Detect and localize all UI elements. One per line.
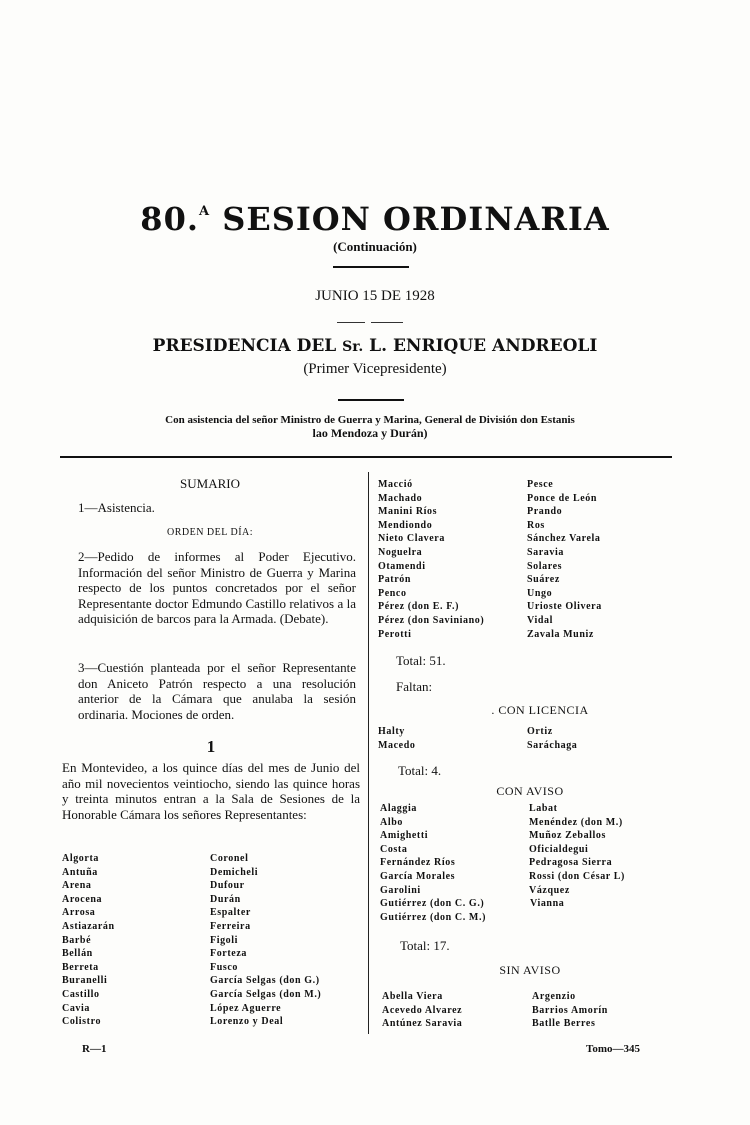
total-present: Total: 51. — [396, 653, 446, 668]
list-item: Durán — [210, 893, 241, 905]
list-item: Amighetti — [380, 830, 429, 842]
list-item: Figoli — [210, 934, 239, 946]
list-item: Cavia — [62, 1002, 90, 1014]
list-item: Acevedo Alvarez — [382, 1004, 463, 1016]
list-item: Vidal — [527, 614, 553, 626]
list-item: García Morales — [380, 870, 456, 882]
list-item: Fernández Ríos — [380, 857, 456, 869]
list-item: Patrón — [378, 574, 412, 586]
list-item: Algorta — [62, 853, 99, 864]
list-item: Gutiérrez (don C. M.) — [380, 911, 487, 923]
list-item: Macció — [378, 479, 413, 490]
list-item: Otamendi — [378, 560, 426, 572]
list-item: Manini Ríos — [378, 506, 438, 518]
list-item: Solares — [527, 560, 563, 572]
summary-title: SUMARIO — [180, 476, 240, 491]
list-item: Menéndez (don M.) — [529, 816, 623, 828]
session-subtitle: (Continuación) — [333, 239, 417, 254]
sin-aviso-list-a — [382, 990, 462, 1031]
footer-right: Tomo—345 — [586, 1043, 640, 1055]
list-item: Mendiondo — [378, 519, 433, 531]
list-item: Demicheli — [210, 866, 259, 878]
con-aviso-list-a — [380, 802, 486, 924]
sin-aviso-title: SIN AVISO — [499, 963, 561, 977]
con-aviso-title: CON AVISO — [496, 784, 564, 798]
attendance-note — [60, 414, 680, 440]
list-item: Coronel — [210, 853, 249, 864]
list-item: Abella Viera — [382, 991, 443, 1002]
attendance-line-1: Con asistencia del señor Ministro de Guerra y Marina, General de División don Estanis — [165, 414, 575, 426]
opening-paragraph: En Montevideo, a los quince días del mes de Junio del año mil novecientos veintiocho, siendo las quince horas y treinta minutos entran a la Sala de Sesiones de la Honorable Cámara los señores Representantes: — [62, 760, 360, 822]
list-item: Albo — [380, 816, 403, 828]
list-item: Costa — [380, 843, 408, 855]
list-item: Argenzio — [532, 991, 576, 1002]
list-item: Zavala Muniz — [527, 628, 594, 640]
session-title: 80.$^A$ SESION ORDINARIA — [140, 200, 610, 238]
faltan-label: Faltan: — [396, 679, 433, 694]
column-divider — [368, 472, 369, 1034]
footer-left: R—1 — [82, 1043, 107, 1055]
summary-item-1: 1—Asistencia. — [78, 500, 155, 515]
vicepresident-note: (Primer Vicepresidente) — [303, 361, 447, 377]
list-item: Ferreira — [210, 920, 251, 932]
list-item: Arocena — [62, 893, 103, 905]
list-item: Labat — [529, 803, 558, 814]
list-item: Perotti — [378, 628, 412, 640]
header-divider — [60, 456, 672, 458]
summary-item-3: 3—Cuestión planteada por el señor Representante don Aniceto Patrón respecto a una resolución anterior de la Cámara que anulaba la sesión ordinaria. Mociones de orden. — [78, 660, 356, 722]
con-aviso-list-b-tail — [530, 897, 564, 911]
section-number: 1 — [206, 737, 216, 756]
present-list-left-b — [210, 852, 321, 1029]
list-item: Ros — [527, 519, 545, 531]
list-item: Ortiz — [527, 726, 553, 737]
present-list-right-a — [378, 478, 484, 641]
list-item: Antuña — [62, 866, 98, 878]
presidency-rule — [338, 399, 404, 401]
title-rule — [333, 266, 409, 268]
list-item: Prando — [527, 506, 563, 518]
list-item: Espalter — [210, 907, 251, 919]
list-item: Berreta — [62, 961, 99, 973]
list-item: Saravia — [527, 546, 564, 558]
con-licencia-title: . CON LICENCIA — [491, 703, 589, 717]
list-item: Garolini — [380, 884, 421, 896]
list-item: García Selgas (don G.) — [210, 975, 320, 987]
list-item: Fusco — [210, 961, 238, 973]
list-item: Pedragosa Sierra — [529, 857, 613, 869]
list-item: Forteza — [210, 948, 247, 960]
list-item: Pérez (don Saviniano) — [378, 614, 485, 626]
list-item: Ponce de León — [527, 492, 598, 504]
list-item: Barrios Amorín — [532, 1004, 608, 1016]
session-date: JUNIO 15 DE 1928 — [315, 288, 435, 304]
list-item: Rossi (don César L) — [529, 870, 625, 882]
list-item: Urioste Olivera — [527, 601, 602, 613]
list-item: Macedo — [378, 739, 416, 751]
sin-aviso-list-b — [532, 990, 608, 1031]
list-item: Saráchaga — [527, 739, 578, 751]
date-dash-left — [337, 322, 365, 323]
list-item: López Aguerre — [210, 1002, 282, 1014]
list-item: Pesce — [527, 479, 554, 490]
list-item: Sánchez Varela — [527, 533, 601, 545]
list-item: Astiazarán — [62, 920, 115, 932]
list-item: Suárez — [527, 574, 560, 586]
list-item: Colistro — [62, 1016, 102, 1028]
list-item: Buranelli — [62, 975, 108, 987]
summary-item-2: 2—Pedido de informes al Poder Ejecutivo. Información del señor Ministro de Guerra y Marina respecto de los puntos concretados por el señor Representante doctor Edmundo Castillo relativos a la adquisición de barcos para la Armada. (Debate). — [78, 549, 356, 626]
list-item: Arrosa — [62, 907, 96, 919]
list-item: Barbé — [62, 934, 92, 946]
total-con-licencia: Total: 4. — [398, 763, 442, 778]
con-licencia-list-b — [527, 725, 577, 752]
list-item: Muñoz Zeballos — [529, 830, 607, 842]
list-item: Bellán — [62, 948, 93, 960]
list-item: Batlle Berres — [532, 1018, 596, 1030]
date-dash-right — [371, 322, 403, 323]
con-aviso-list-b — [529, 802, 625, 897]
orden-del-dia-title: ORDEN DEL DÍA: — [166, 527, 254, 538]
list-item: Arena — [62, 880, 92, 892]
list-item: Castillo — [62, 988, 100, 1000]
list-item: Oficialdegui — [529, 843, 589, 855]
list-item: Ungo — [527, 587, 553, 599]
attendance-line-2: lao Mendoza y Durán) — [312, 426, 428, 440]
list-item: Vázquez — [529, 884, 570, 896]
list-item: Antúnez Saravia — [382, 1018, 463, 1030]
list-item: Noguelra — [378, 546, 423, 558]
presidency-line: PRESIDENCIA DEL Sr. L. ENRIQUE ANDREOLI — [152, 336, 598, 356]
list-item: Machado — [378, 492, 423, 504]
con-licencia-list-a — [378, 725, 415, 752]
list-item: Nieto Clavera — [378, 533, 445, 545]
list-item: Gutiérrez (don C. G.) — [380, 898, 485, 910]
total-con-aviso: Total: 17. — [400, 938, 450, 953]
list-item: Lorenzo y Deal — [210, 1016, 284, 1028]
list-item: García Selgas (don M.) — [210, 988, 322, 1000]
list-item: Alaggia — [380, 803, 417, 814]
list-item: Halty — [378, 726, 405, 737]
list-item: Pérez (don E. F.) — [378, 601, 460, 613]
present-list-right-b — [527, 478, 602, 641]
list-item: Penco — [378, 587, 407, 599]
list-item: Dufour — [210, 880, 245, 892]
present-list-left-a — [62, 852, 115, 1029]
list-item: Vianna — [530, 898, 565, 909]
